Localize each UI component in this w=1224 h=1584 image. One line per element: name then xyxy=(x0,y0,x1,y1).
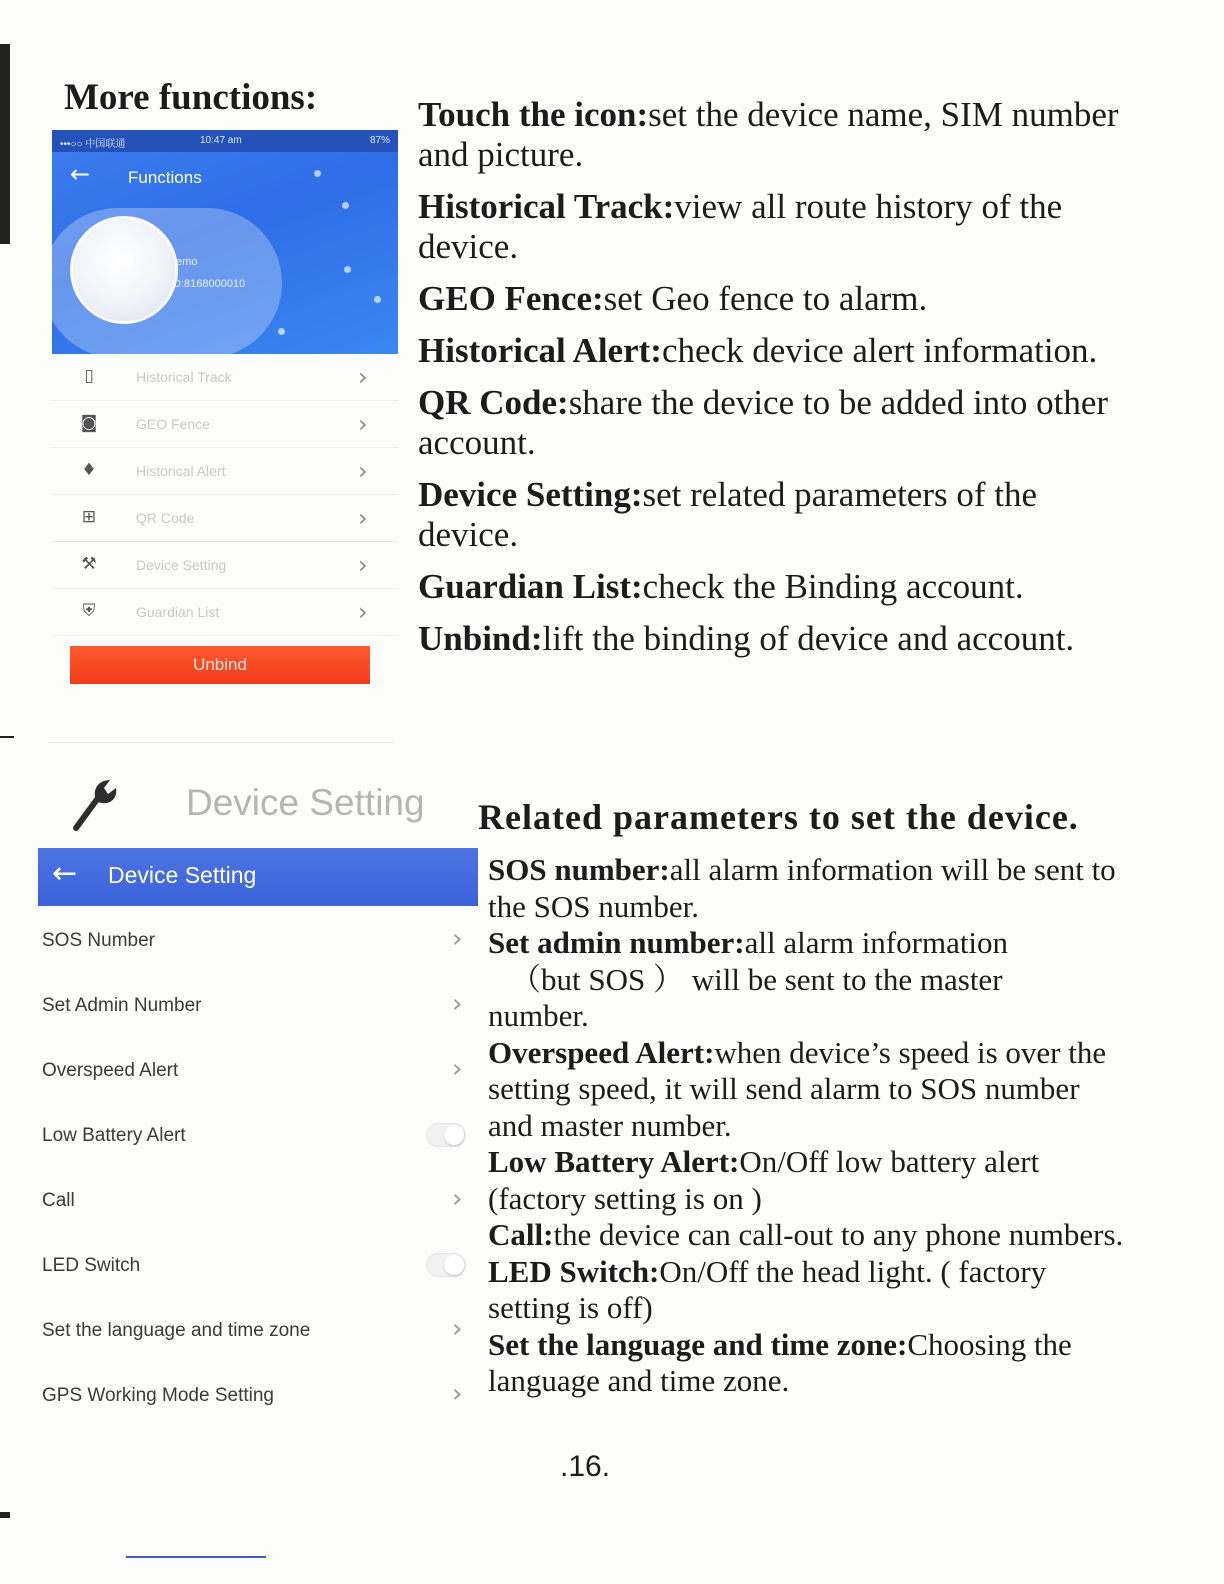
setting-low-battery-alert xyxy=(38,1103,478,1168)
setting-overspeed-alert[interactable] xyxy=(38,1038,478,1103)
description-text: set the device name, SIM number and picture. xyxy=(418,95,1119,174)
setting-label: Low Battery Alert xyxy=(42,1125,186,1146)
functions-description xyxy=(418,95,1138,671)
parameter-text: On/Off low battery alert (factory setting is on ) xyxy=(488,1144,1040,1216)
setting-led-switch xyxy=(38,1233,478,1298)
description-text: set related parameters of the device. xyxy=(418,475,1038,554)
device-id: ID:8168000010 xyxy=(170,278,246,290)
parameter-text: （but SOS ） will be sent to the master xyxy=(510,961,1003,997)
setting-call[interactable] xyxy=(38,1168,478,1233)
decor-dot xyxy=(344,266,351,273)
functions-title: Functions xyxy=(128,168,202,187)
parameter-text: the device can call-out to any phone numbers. xyxy=(553,1217,1124,1252)
parameters-description xyxy=(488,852,1128,1400)
parameter-term: Call: xyxy=(488,1217,554,1252)
parameter-item xyxy=(488,1254,1128,1327)
parameter-term: Set the language and time zone: xyxy=(488,1326,908,1362)
description-term: QR Code: xyxy=(418,383,569,422)
description-term: GEO Fence: xyxy=(418,279,604,318)
decor-dot xyxy=(342,202,349,209)
chevron-right-icon: › xyxy=(452,989,463,1019)
functions-menu xyxy=(52,354,398,636)
description-text: check device alert information. xyxy=(661,331,1098,370)
functions-header xyxy=(52,130,398,354)
parameter-item xyxy=(488,852,1128,925)
chevron-right-icon: › xyxy=(452,1184,463,1214)
description-term: Touch the icon: xyxy=(418,95,649,134)
description-item xyxy=(418,619,1138,659)
device-setting-navbar xyxy=(38,848,478,906)
device-avatar[interactable] xyxy=(70,216,178,324)
more-functions-heading: More functions: xyxy=(64,77,318,118)
chevron-right-icon: › xyxy=(358,504,368,532)
description-item xyxy=(418,383,1138,463)
menu-item-label: Guardian List xyxy=(136,604,220,620)
device-setting-heading: Device Setting xyxy=(186,782,425,823)
parameter-term: SOS number: xyxy=(488,852,670,887)
status-battery: 87% xyxy=(369,135,390,146)
decor-dot xyxy=(278,328,285,335)
parameter-text: number. xyxy=(488,998,589,1033)
parameter-term: Low Battery Alert: xyxy=(488,1144,740,1179)
parameter-item xyxy=(488,1327,1128,1400)
device-setting-title: Device Setting xyxy=(108,862,257,888)
low-battery-toggle[interactable] xyxy=(426,1123,466,1147)
bottom-underline xyxy=(126,1556,266,1558)
back-arrow-icon[interactable]: ← xyxy=(70,160,91,188)
alert-icon: ♦ xyxy=(81,460,97,480)
parameter-item xyxy=(488,1035,1128,1145)
parameter-text: On/Off the head light. ( factory setting is off) xyxy=(488,1253,1047,1325)
shield-icon: ⛨ xyxy=(82,601,96,621)
related-parameters-heading: Related parameters to set the device. xyxy=(478,797,1079,837)
parameter-item xyxy=(488,1217,1128,1254)
menu-item-label: Historical Track xyxy=(136,369,232,385)
menu-item-historical-track[interactable] xyxy=(52,354,398,401)
led-switch-toggle[interactable] xyxy=(426,1253,466,1277)
chevron-right-icon: › xyxy=(452,1379,463,1409)
setting-gps-working-mode[interactable] xyxy=(38,1363,478,1428)
status-time: 10:47 am xyxy=(200,135,242,146)
back-arrow-icon[interactable]: ← xyxy=(52,856,78,891)
description-term: Historical Alert: xyxy=(418,331,662,370)
page-number: .16. xyxy=(560,1450,611,1483)
chevron-right-icon: › xyxy=(358,363,368,391)
chevron-right-icon: › xyxy=(452,1054,463,1084)
chevron-right-icon: › xyxy=(452,924,463,954)
scan-edge-mid xyxy=(0,736,14,738)
description-text: set Geo fence to alarm. xyxy=(603,279,928,318)
description-text: share the device to be added into other account. xyxy=(418,383,1109,462)
menu-item-label: GEO Fence xyxy=(136,416,210,432)
wrench-icon: ⚒ xyxy=(81,554,97,574)
wrench-icon xyxy=(68,776,118,832)
description-term: Unbind: xyxy=(418,619,543,658)
settings-list xyxy=(38,908,478,1428)
parameter-text: Choosing the language and time zone. xyxy=(488,1326,1072,1398)
chevron-right-icon: › xyxy=(358,457,368,485)
parameter-text: all alarm information xyxy=(744,925,1009,960)
status-bar xyxy=(52,130,398,152)
chevron-right-icon: › xyxy=(358,551,368,579)
menu-item-device-setting[interactable] xyxy=(52,542,398,589)
description-item xyxy=(418,187,1138,267)
menu-item-guardian-list[interactable] xyxy=(52,589,398,636)
description-item xyxy=(418,567,1138,607)
description-item xyxy=(418,331,1138,371)
device-name: demo xyxy=(170,256,198,268)
parameter-term: LED Switch: xyxy=(488,1253,660,1289)
parameter-text: when device’s speed is over the setting speed, it will send alarm to SOS number and master number. xyxy=(488,1034,1107,1143)
setting-label: Overspeed Alert xyxy=(42,1060,179,1081)
setting-admin-number[interactable] xyxy=(38,973,478,1038)
description-item xyxy=(418,475,1138,555)
chevron-right-icon: › xyxy=(452,1314,463,1344)
chevron-right-icon: › xyxy=(358,598,368,626)
description-term: Device Setting: xyxy=(418,475,643,514)
qr-code-icon: ⊞ xyxy=(81,507,97,527)
setting-label: Set the language and time zone xyxy=(42,1320,311,1341)
scan-edge-bottom xyxy=(0,1512,10,1518)
unbind-button[interactable]: Unbind xyxy=(70,646,370,684)
map-icon: ▯ xyxy=(84,366,94,386)
menu-item-label: Historical Alert xyxy=(136,463,226,479)
status-carrier: •••○○ 中国联通 xyxy=(60,139,126,150)
description-text: view all route history of the device. xyxy=(418,187,1063,266)
menu-item-historical-alert[interactable] xyxy=(52,448,398,495)
divider xyxy=(48,742,394,743)
setting-label: Call xyxy=(42,1190,75,1211)
description-text: check the Binding account. xyxy=(642,567,1024,606)
setting-label: LED Switch xyxy=(42,1255,141,1276)
setting-label: Set Admin Number xyxy=(42,995,202,1016)
parameter-text: all alarm information will be sent to the SOS number. xyxy=(488,852,1116,924)
setting-label: SOS Number xyxy=(42,930,155,951)
setting-language-time-zone[interactable] xyxy=(38,1298,478,1363)
chevron-right-icon: › xyxy=(358,410,368,438)
menu-item-label: Device Setting xyxy=(136,557,227,573)
description-term: Historical Track: xyxy=(418,187,675,226)
description-item xyxy=(418,279,1138,319)
menu-item-label: QR Code xyxy=(136,510,195,526)
description-term: Guardian List: xyxy=(418,567,643,606)
decor-dot xyxy=(374,296,381,303)
functions-screenshot xyxy=(52,130,398,690)
description-item xyxy=(418,95,1138,175)
description-text: lift the binding of device and account. xyxy=(542,619,1075,658)
setting-sos-number[interactable] xyxy=(38,908,478,973)
parameter-term: Overspeed Alert: xyxy=(488,1034,715,1070)
parameter-item xyxy=(488,925,1128,1035)
setting-label: GPS Working Mode Setting xyxy=(42,1385,274,1406)
scan-edge-top xyxy=(0,44,10,244)
menu-item-geo-fence[interactable] xyxy=(52,401,398,448)
menu-item-qr-code[interactable] xyxy=(52,495,398,542)
geo-fence-icon: ◙ xyxy=(80,413,98,433)
decor-dot xyxy=(314,170,321,177)
parameter-term: Set admin number: xyxy=(488,925,745,960)
parameter-item xyxy=(488,1144,1128,1217)
